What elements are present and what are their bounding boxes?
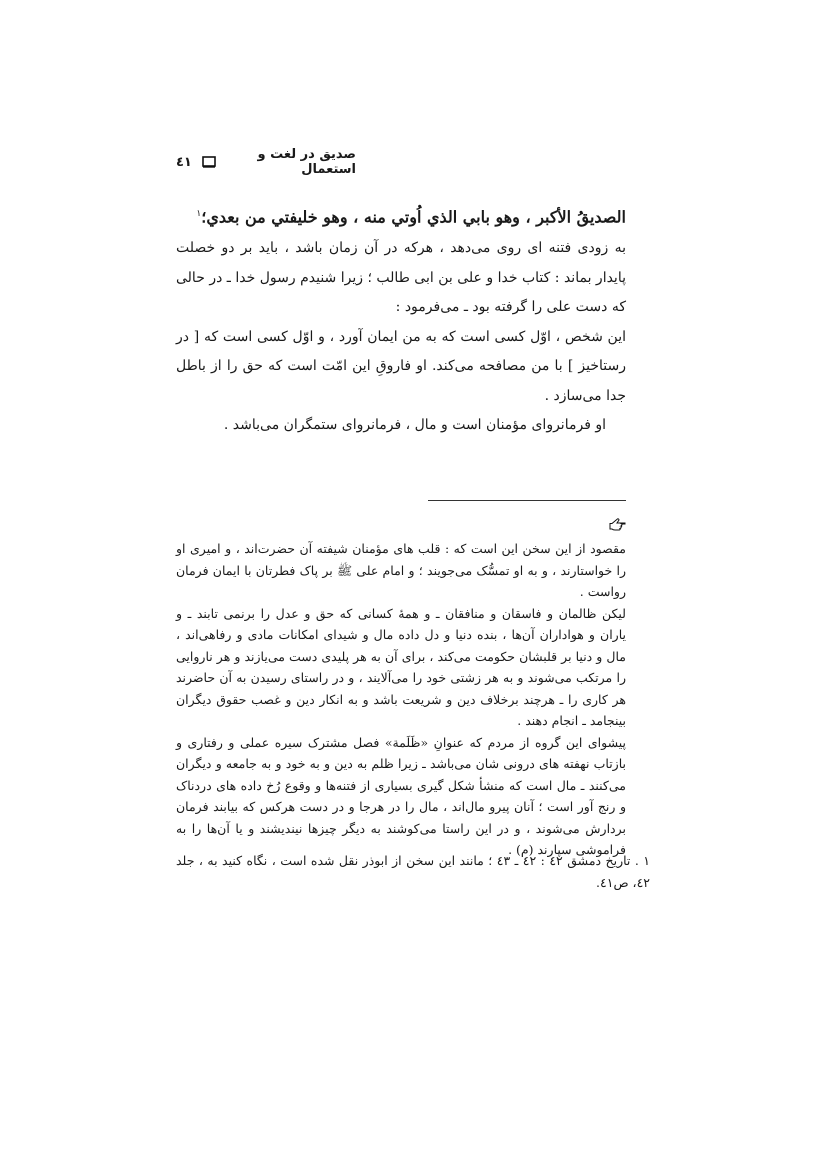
footnote-marker: ١ <box>196 209 202 219</box>
pointing-hand-icon <box>608 517 626 531</box>
main-paragraph: او فرمانروای مؤمنان است و مال ، فرمانروای ستمگران می‌باشد . <box>223 417 606 433</box>
chapter-title: صديق در لغت و استعمال <box>257 147 356 177</box>
page-number: ٤١ <box>176 154 192 170</box>
main-text <box>176 234 626 441</box>
running-header <box>176 147 356 177</box>
arabic-quote <box>176 201 626 230</box>
note-paragraph: لیکن ظالمان و فاسقان و منافقان ـ و همهٔ کسانی که حق و عدل را برنمی تابند ـ و یاران و هواداران آن‌ها ، بنده دنیا و دل داده مال و شیدای امکانات مادی و رفاهی‌اند ، مال و دنیا بر قلبشان حکومت می‌کند ، برای آن به هر پلیدی دست می‌یازند و هر ناروایی را مرتکب می‌شوند و به هر زشتی خود را می‌آلایند ، و در راستای رسیدن به آن حاضرند هر کاری را ـ هرچند برخلاف دین و شریعت باشد و به انکار دین و غصب حقوق دیگران بینجامد ـ انجام دهند . <box>176 605 626 728</box>
footnote-text: ١ . تاریخ دمشق ٤٢ : ٤٢ ـ ٤٣ ؛ مانند این سخن از ابوذر نقل شده است ، نگاه کنید به ، جلد ٤٢، ص٤١. <box>176 853 651 890</box>
main-paragraph: به زودی فتنه ای روی می‌دهد ، هرکه در آن زمان باشد ، باید بر دو خصلت پایدار بماند : کتاب خدا و علی بن ابی طالب ؛ زیرا شنیدم رسول خدا ـ در حالی که دست علی را گرفته بود ـ می‌فرمود : <box>176 240 626 315</box>
footnote-divider <box>428 500 626 501</box>
arabic-quote-text: الصديقُ الأكبر ، وهو بابي الذي اُوتي منه ، وهو خليفتي من بعدي؛ <box>201 207 626 227</box>
note-paragraph: پیشوای این گروه از مردم که عنوانِ «ظَلَمة» فصل مشترک سیره عملی و رفتاری و بازتاب نهفته های درونی شان می‌باشد ـ زیرا ظلم به دین و به خود و به جامعه و دیگران می‌کنند ـ مال است که منشأ شکل گیری بسیاری از فتنه‌ها و وقوع رُخ داده های دردناک و رنج آور است ؛ آنان پیرو مال‌اند ، مال را در هرجا و در دست هرکس که بیابند فرمان بردارش می‌شوند ، و در این راستا می‌کوشند به دیگر چیزها نیندیشند و یا آن‌ها را به فراموشی سپارند (م) . <box>176 734 626 857</box>
book-icon <box>202 156 216 168</box>
footnote <box>176 850 650 893</box>
translator-notes <box>176 538 626 861</box>
note-paragraph: مقصود از این سخن این است که : قلب های مؤمنان شیفته آن حضرت‌اند ، و امیری او را خواستارند ، و به او تمسُّک می‌جویند ؛ و امام علی ﷺ بر پاک فطرتان با ایمان فرمان رواست . <box>176 541 626 599</box>
main-paragraph: این شخص ، اوّل کسی است که به من ایمان آورد ، و اوّل کسی است که [ در رستاخیز ] با من مصافحه می‌کند. او فاروقِ این امّت است که حق را از باطل جدا می‌سازد . <box>176 328 626 404</box>
